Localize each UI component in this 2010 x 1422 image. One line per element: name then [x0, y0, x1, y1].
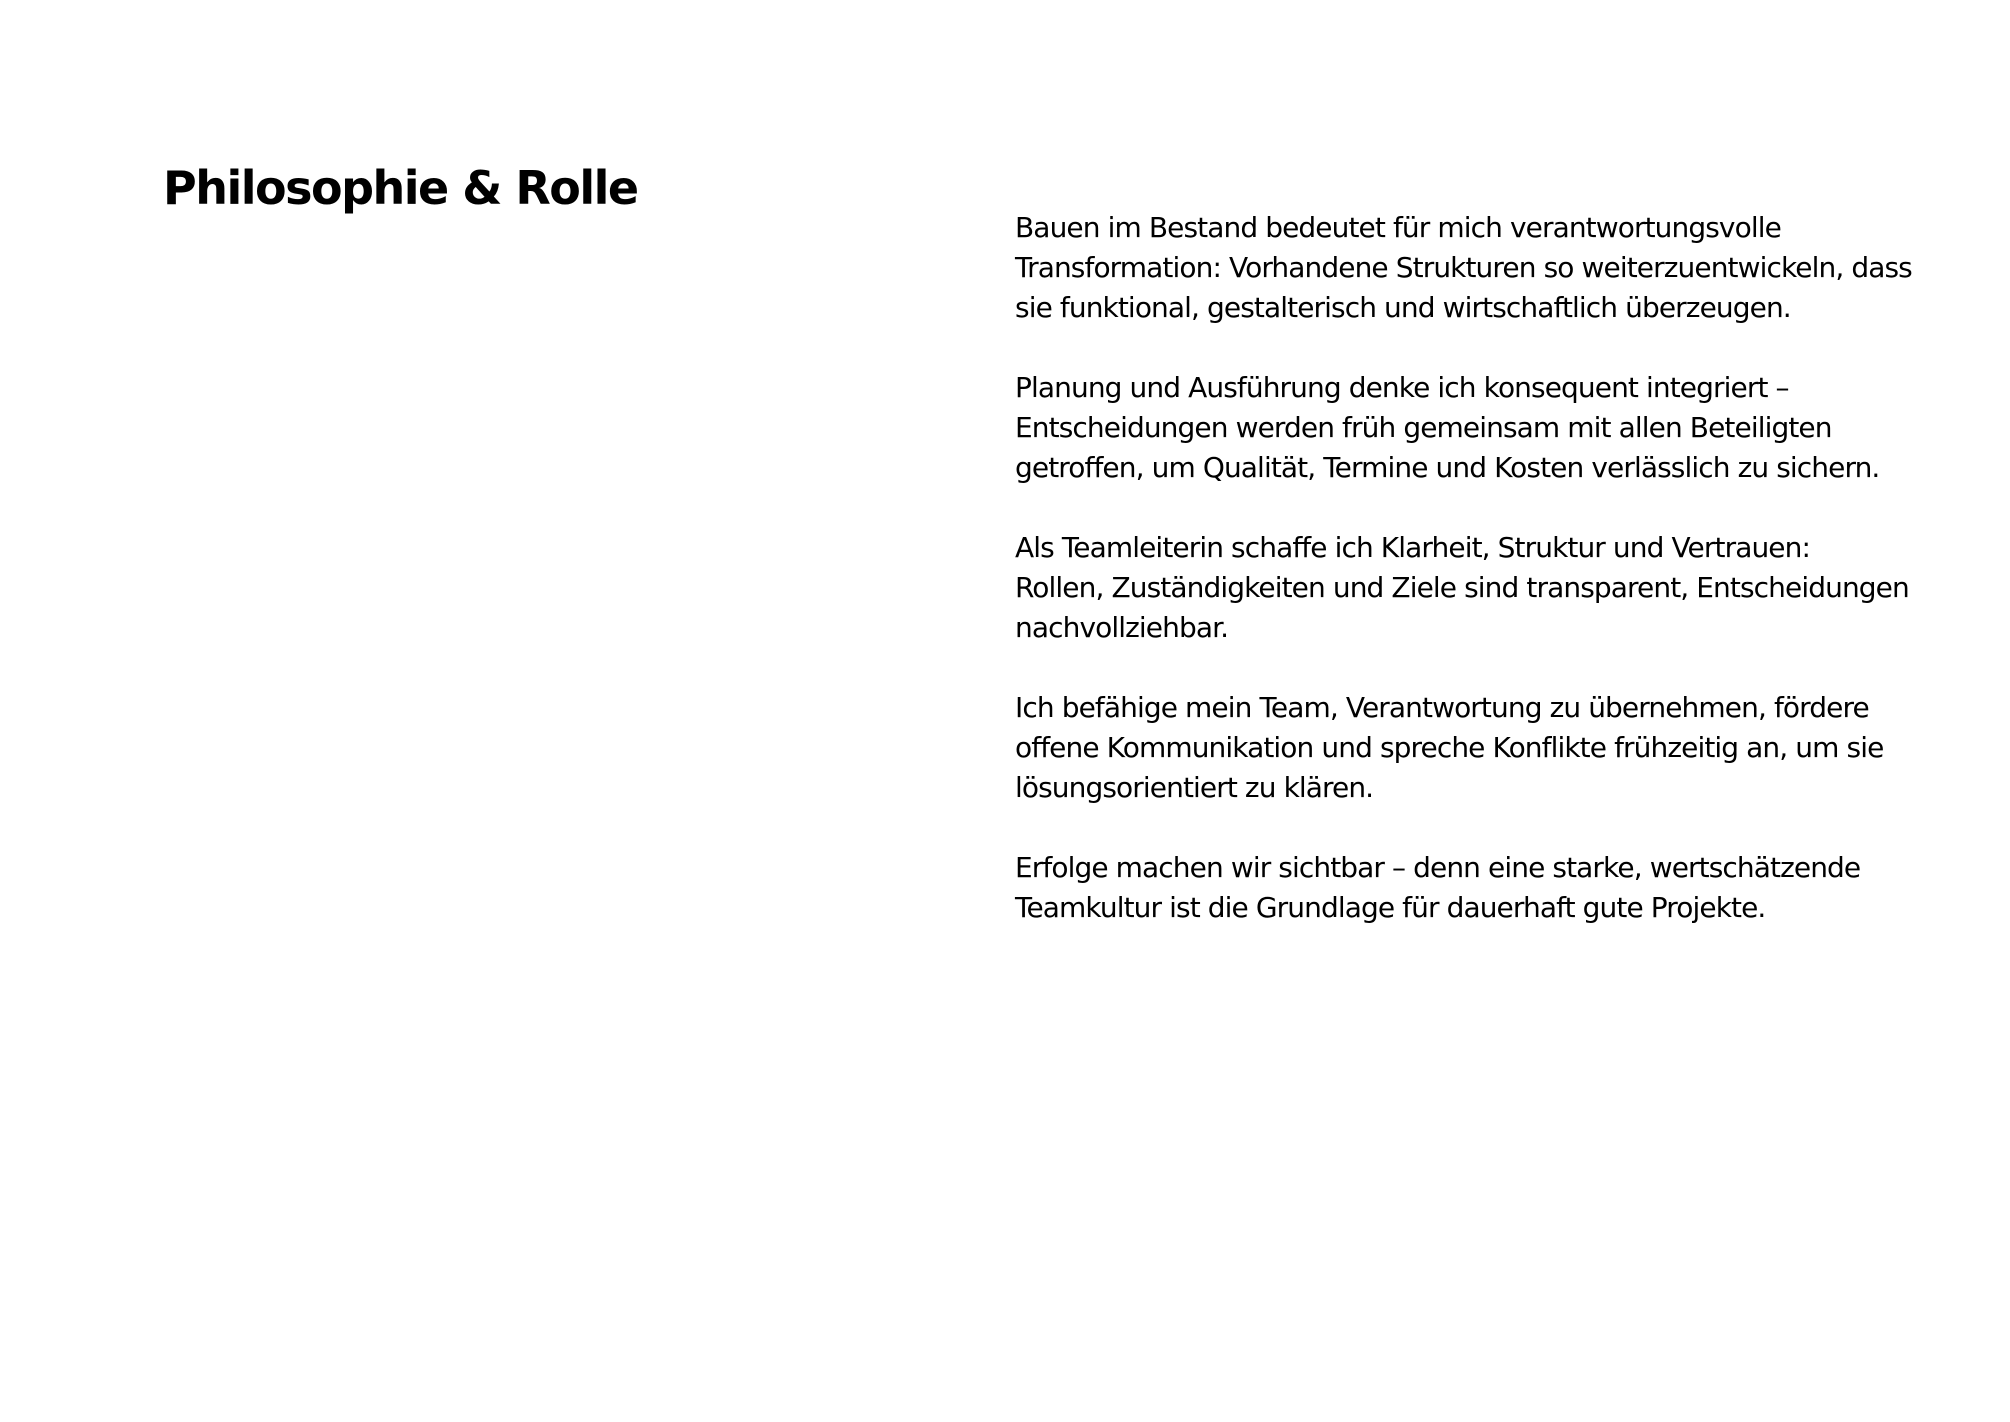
paragraph-line: Als Teamleiterin schaffe ich Klarheit, Struktur und Vertrauen:: [1015, 531, 1811, 564]
paragraph-line: Erfolge machen wir sichtbar – denn eine starke, wertschätzende: [1015, 851, 1861, 884]
paragraph-line: Ich befähige mein Team, Verantwortung zu übernehmen, fördere: [1015, 691, 1869, 724]
paragraph-team-befaehigen: [1015, 688, 1915, 808]
paragraph-line: Rollen, Zuständigkeiten und Ziele sind transparent, Entscheidungen: [1015, 571, 1909, 604]
body-text-column: [1015, 208, 1915, 968]
paragraph-line: nachvollziehbar.: [1015, 611, 1229, 644]
paragraph-line: Entscheidungen werden früh gemeinsam mit allen Beteiligten: [1015, 411, 1832, 444]
paragraph-line: lösungsorientiert zu klären.: [1015, 771, 1374, 804]
paragraph-teamleiterin: [1015, 528, 1915, 648]
paragraph-bauen-im-bestand: [1015, 208, 1915, 328]
paragraph-line: offene Kommunikation und spreche Konflikte frühzeitig an, um sie: [1015, 731, 1884, 764]
page-title: Philosophie & Rolle: [163, 161, 638, 215]
paragraph-planung-und-ausfuehrung: [1015, 368, 1915, 488]
paragraph-line: Transformation: Vorhandene Strukturen so weiterzuentwickeln, dass: [1015, 251, 1912, 284]
paragraph-line: sie funktional, gestalterisch und wirtschaftlich überzeugen.: [1015, 291, 1791, 324]
paragraph-line: Teamkultur ist die Grundlage für dauerhaft gute Projekte.: [1015, 891, 1766, 924]
paragraph-line: getroffen, um Qualität, Termine und Kosten verlässlich zu sichern.: [1015, 451, 1880, 484]
paragraph-erfolge-sichtbar: [1015, 848, 1915, 928]
paragraph-line: Planung und Ausführung denke ich konsequent integriert –: [1015, 371, 1789, 404]
paragraph-line: Bauen im Bestand bedeutet für mich verantwortungsvolle: [1015, 211, 1781, 244]
